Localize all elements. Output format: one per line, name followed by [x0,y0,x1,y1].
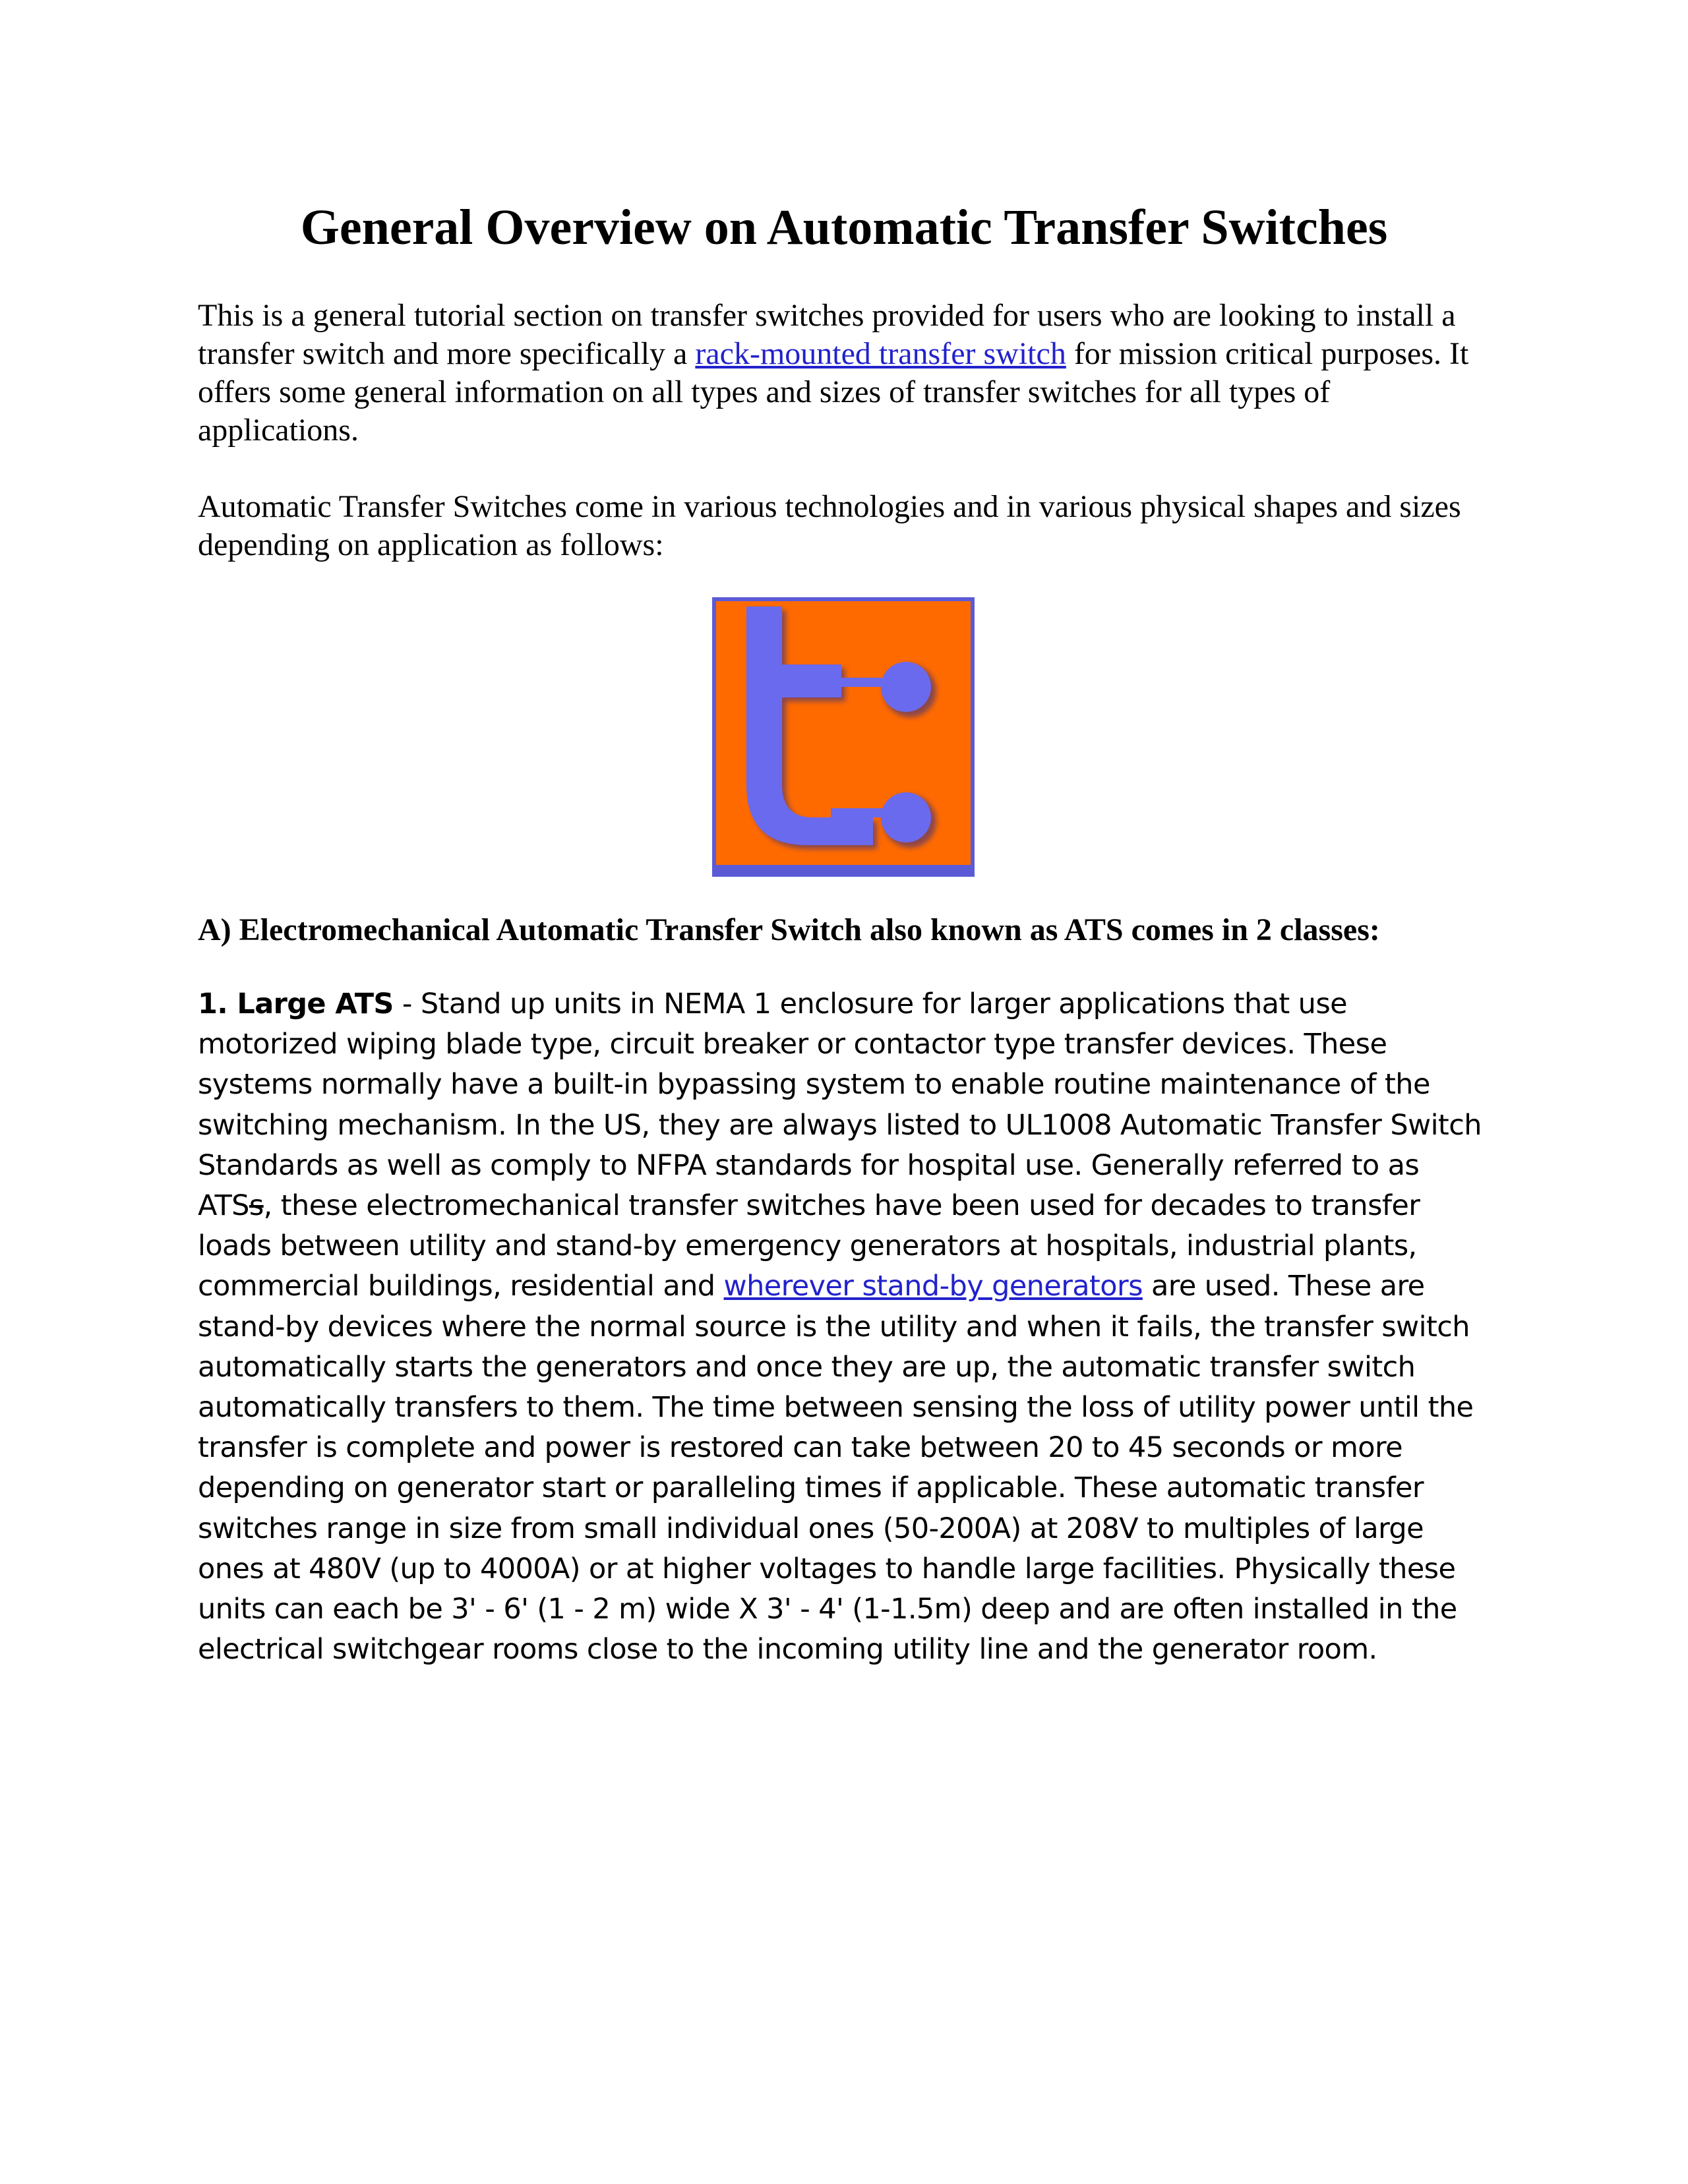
intro-text-before-link: This is a general tutorial section on transfer switches provided for users who are looking to install a transfer switch and more specifically a [198,298,1456,371]
large-ats-label: 1. Large ATS [198,988,394,1020]
large-ats-paragraph [198,984,1490,1670]
intro-text-after-link: for mission critical purposes. It offers some general information on all types and sizes of transfer switches for all types of applications. [198,336,1469,448]
intro-paragraph [198,297,1490,450]
page-title: General Overview on Automatic Transfer Switches [300,200,1388,255]
large-ats-text-2: , these electromechanical transfer switches have been used for decades to transfer loads between utility and stand-by emergency generators at hospitals, industrial plants, commercial buildings, residential and [198,1189,1420,1303]
document-page [198,191,1490,1670]
large-ats-text-1: - Stand up units in NEMA 1 enclosure for larger applications that use motorized wiping blade type, circuit breaker or contactor type transfer devices. These systems normally have a built-in bypassing system to enable routine maintenance of the switching mechanism. In the US, they are always listed to UL1008 Automatic Transfer Switch Standards as well as comply to NFPA standards for hospital use. Generally referred to as ATS [198,988,1482,1223]
wherever-stand-by-generators-link[interactable]: wherever stand-by generators [723,1270,1143,1303]
technologies-paragraph: Automatic Transfer Switches come in various technologies and in various physical shapes and sizes depending on application as follows: [198,489,1461,562]
rack-mounted-transfer-switch-link[interactable]: rack-mounted transfer switch [695,336,1066,371]
transfer-switch-logo-icon [712,597,975,877]
struck-character: s [249,1189,264,1223]
large-ats-text-3: are used. These are stand-by devices where the normal source is the utility and when it fails, the transfer switch automatically starts the generators and once they are up, the automatic transfer switch automatically transfers to them. The time between sensing the loss of utility power until the transfer is complete and power is restored can take between 20 to 45 seconds or more depending on generator start or paralleling times if applicable. These automatic transfer switches range in size from small individual ones (50-200A) at 208V to multiples of large ones at 480V (up to 4000A) or at higher voltages to handle large facilities. Physically these units can each be 3' - 6' (1 - 2 m) wide X 3' - 4' (1-1.5m) deep and are often installed in the electrical switchgear rooms close to the incoming utility line and the generator room. [198,1270,1474,1667]
logo-container [198,597,1490,877]
section-a-heading: A) Electromechanical Automatic Transfer Switch also known as ATS comes in 2 classes: [198,912,1380,947]
